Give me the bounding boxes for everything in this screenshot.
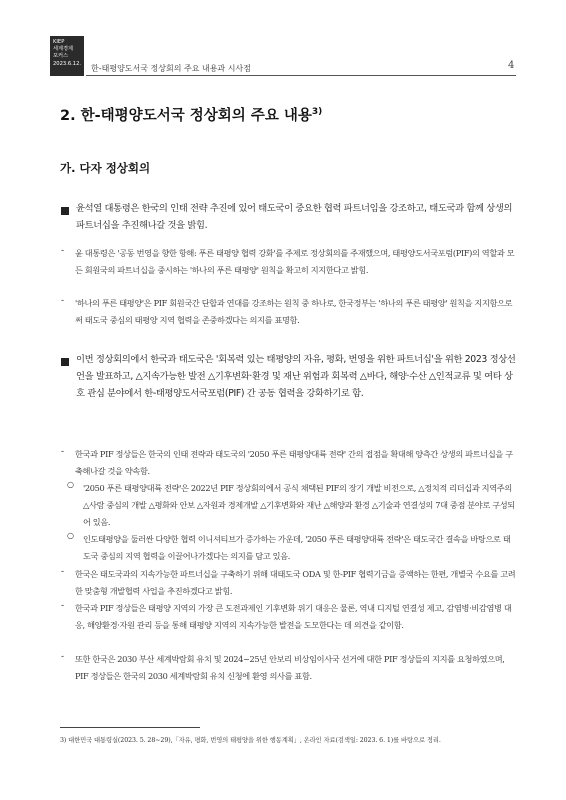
sub-bullet: 한국은 태도국과의 지속가능한 파트너십을 구축하기 위해 대태도국 ODA 및 한-PIF 협력기금을 증액하는 한편, 개별국 수요를 고려한 맞춤형 개발협력 사업을 추진하겠다고 밝힘.: [75, 569, 516, 596]
sub-bullet: 윤 대통령은 '공동 번영을 향한 항해: 푸른 태평양 협력 강화'를 주제로 정상회의를 주재했으며, 태평양도서국포럼(PIF)의 역할과 모든 회원국의 파트너십을 중시하는 '하나의 푸른 태평양' 원칙을 확고히 지지한다고 밝힘.: [75, 248, 515, 275]
sub-bullet: 또한 한국은 2030 부산 세계박람회 유치 및 2024~25년 안보리 비상임이사국 선거에 대한 PIF 정상들의 지지를 요청하였으며, PIF 정상들은 한국의 2030 세계박람회 유치 신청에 환영 의사를 표함.: [75, 654, 505, 681]
circle-bullet-icon: ○: [67, 531, 74, 540]
header-divider: [86, 75, 516, 76]
section-title-text: 2. 한-태평양도서국 정상회의 주요 내용: [60, 108, 312, 124]
dash-bullet-icon: -: [61, 246, 65, 256]
circle-bullet-icon: ○: [67, 480, 74, 489]
main-bullet: 이번 정상회의에서 한국과 태도국은 '회복력 있는 태평양의 자유, 평화, 번영을 위한 파트너십'을 위한 2023 정상선언을 발표하고, △지속가능한 발전 △기후변화·환경 및 재난 위험과 회복력 △바다, 해양·수산 △인적교류 및 여타 상호 관심 분야에서 한-태평양도서국포럼(PIF) 간 공동 협력을 강화하기로 함.: [76, 354, 516, 399]
square-bullet-icon: [61, 358, 69, 366]
section-title: [60, 104, 322, 125]
sub-bullet: 한국과 PIF 정상들은 태평양 지역의 가장 큰 도전과제인 기후변화 위기 대응은 물론, 역내 디지털 연결성 제고, 감염병·비감염병 대응, 해양환경·자원 관리 등을 통해 태평양 지역의 지속가능한 발전을 도모한다는 데 의견을 같이함.: [75, 603, 512, 630]
badge-line: 2023.6.12.: [53, 60, 82, 67]
main-bullet: 윤석열 대통령은 한국의 인태 전략 추진에 있어 태도국이 중요한 협력 파트너임을 강조하고, 태도국과 함께 상생의 파트너십을 추진해나갈 것을 밝힘.: [76, 203, 513, 231]
dash-bullet-icon: -: [61, 601, 65, 611]
square-bullet-icon: [61, 207, 69, 215]
publication-badge: [50, 36, 84, 76]
badge-line: 세계경제: [53, 46, 74, 53]
dash-bullet-icon: -: [61, 567, 65, 577]
footnote: 3) 대한민국 대통령실(2023. 5. 28~29),「자유, 평화, 번영의 태평양을 위한 행동계획」, 온라인 자료(검색일: 2023. 6. 1)를 바탕으로 정리.: [60, 737, 441, 744]
sub-sub-bullet: 인도태평양을 둘러싼 다양한 협력 이니셔티브가 증가하는 가운데, '2050 푸른 태평양대륙 전략'은 태도국간 결속을 바탕으로 태도국 중심의 지역 협력을 이끌어나가겠다는 의지를 담고 있음.: [83, 534, 511, 561]
subsection-title: 가. 다자 정상회의: [60, 161, 151, 175]
dash-bullet-icon: -: [61, 296, 65, 306]
footnote-divider: [60, 727, 200, 728]
badge-line: KIEP: [53, 39, 65, 45]
page-number: 4: [508, 60, 515, 71]
sub-bullet: '하나의 푸른 태평양'은 PIF 회원국간 단합과 연대를 강조하는 원칙 중 하나로, 한국정부는 '하나의 푸른 태평양' 원칙을 지지함으로써 태도국 중심의 태평양 지역 협력을 존중하겠다는 의지를 표명함.: [75, 298, 513, 325]
sub-bullet: 한국과 PIF 정상들은 한국의 인태 전략과 태도국의 '2050 푸른 태평양대륙 전략' 간의 접점을 확대해 양측간 상생의 파트너십을 구축해나갈 것을 약속함.: [75, 449, 513, 476]
badge-line: 포커스: [53, 53, 69, 60]
sub-sub-bullet: '2050 푸른 태평양대륙 전략'은 2022년 PIF 정상회의에서 공식 채택된 PIF의 장기 개발 비전으로, △정치적 리더십과 지역주의 △사람 중심의 개발 △평화와 안보 △자원과 경제개발 △기후변화와 재난 △해양과 환경 △기술과 연결성의 7대 중점 분야로 구성되어 있음.: [83, 483, 515, 527]
dash-bullet-icon: -: [61, 652, 65, 662]
footnote-ref: 3): [311, 107, 323, 118]
dash-bullet-icon: -: [61, 447, 65, 457]
running-header-title: 한-태평양도서국 정상회의 주요 내용과 시사점: [91, 64, 251, 73]
